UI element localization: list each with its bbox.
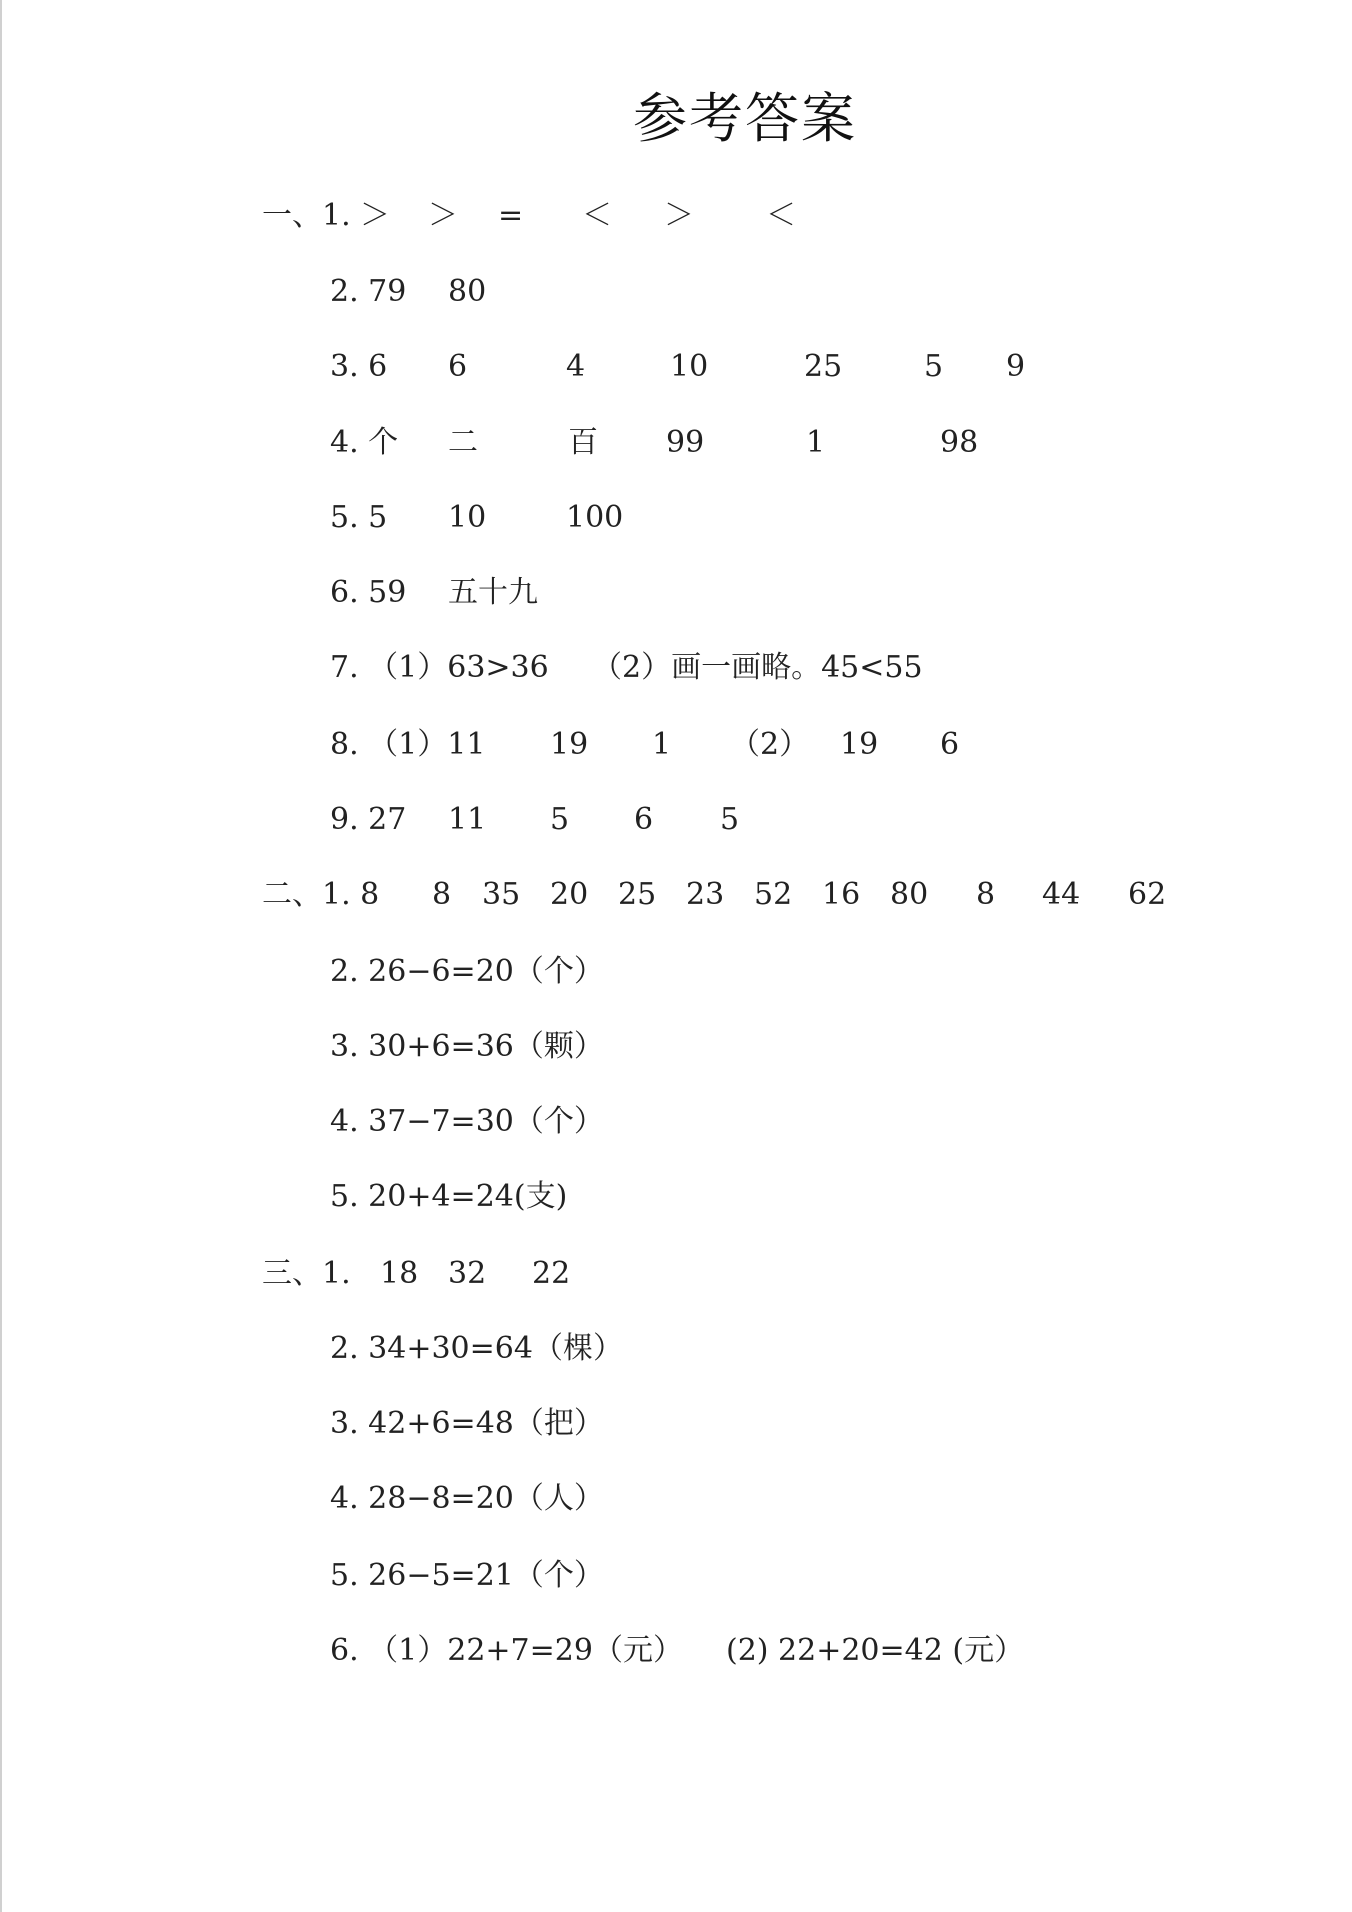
answer-line (0, 272, 1352, 312)
answer-line (0, 423, 1352, 463)
answer-text: 10 (670, 349, 709, 384)
answer-line (0, 1631, 1352, 1671)
answer-text: 5 (720, 802, 740, 837)
answer-text: 2. 26−6=20（个） (330, 954, 604, 989)
answer-text: 80 (890, 877, 929, 912)
answer-text: 2. 34+30=64（棵） (330, 1331, 623, 1366)
answer-text: (2) 22+20=42 (元） (726, 1633, 1025, 1668)
answer-text: 25 (618, 877, 657, 912)
answer-text: 1 (652, 727, 672, 762)
answer-text: 1 (806, 425, 826, 460)
answer-text: 6. （1）22+7=29（元） (330, 1633, 683, 1668)
answer-text: 3. 6 (330, 349, 388, 384)
answer-line (0, 952, 1352, 992)
answer-line (0, 800, 1352, 840)
answer-text: 百 (568, 425, 598, 460)
answer-text: 16 (822, 877, 861, 912)
answer-text: 11 (448, 802, 487, 837)
answer-text: 二 (448, 425, 478, 460)
answer-text: （2）画一画略。45<55 (592, 650, 923, 685)
answer-text: ＜ (582, 198, 612, 233)
answer-line (0, 1479, 1352, 1519)
answer-text: 三、1. (262, 1256, 351, 1291)
answer-line (0, 196, 1352, 236)
answer-text: 22 (532, 1256, 571, 1291)
answer-text: 5. 5 (330, 500, 388, 535)
answer-text: 100 (566, 500, 624, 535)
answer-text: 19 (550, 727, 589, 762)
answer-text: 4 (566, 349, 586, 384)
answer-text: 一、1. (262, 198, 351, 233)
answer-text: 10 (448, 500, 487, 535)
answer-line (0, 1556, 1352, 1596)
answer-text: = (498, 198, 524, 233)
answer-text: 9. 27 (330, 802, 407, 837)
answer-line (0, 1254, 1352, 1294)
answer-text: 5 (924, 349, 944, 384)
answer-text: 五十九 (448, 575, 538, 610)
answer-text: 99 (666, 425, 705, 460)
answer-text: ＞ (428, 198, 458, 233)
answer-text: 4. 37−7=30（个） (330, 1104, 604, 1139)
answer-text: 9 (1006, 349, 1026, 384)
answer-text: ＞ (360, 198, 390, 233)
answer-text: 98 (940, 425, 979, 460)
answer-text: 80 (448, 274, 487, 309)
answer-text: ＜ (766, 198, 796, 233)
answer-text: 44 (1042, 877, 1081, 912)
answer-line (0, 347, 1352, 387)
answer-text: 52 (754, 877, 793, 912)
answer-line (0, 725, 1352, 765)
answer-text: （2） (730, 727, 810, 762)
answer-text: 23 (686, 877, 725, 912)
answer-line (0, 498, 1352, 538)
answer-text: 2. 79 (330, 274, 407, 309)
answer-text: 62 (1128, 877, 1167, 912)
answer-text: 35 (482, 877, 521, 912)
answer-text: 5. 20+4=24(支) (330, 1179, 568, 1214)
answer-text: 18 (380, 1256, 419, 1291)
answer-text: 6. 59 (330, 575, 407, 610)
answer-text: 8 (432, 877, 452, 912)
page-title: 参考答案 (633, 87, 857, 150)
answer-text: 3. 42+6=48（把） (330, 1406, 604, 1441)
answer-text: 32 (448, 1256, 487, 1291)
answer-text: ＞ (664, 198, 694, 233)
answer-line (0, 1027, 1352, 1067)
answer-text: 8. （1）11 (330, 727, 486, 762)
answer-line (0, 1102, 1352, 1142)
answer-text: 5. 26−5=21（个） (330, 1558, 604, 1593)
answer-line (0, 875, 1352, 915)
answer-line (0, 1404, 1352, 1444)
answer-text: 20 (550, 877, 589, 912)
answer-text: 5 (550, 802, 570, 837)
answer-text: 4. 28−8=20（人） (330, 1481, 604, 1516)
answer-text: 6 (940, 727, 960, 762)
answer-line (0, 648, 1352, 688)
answer-text: 8 (976, 877, 996, 912)
answer-text: 7. （1）63>36 (330, 650, 549, 685)
answer-text: 4. 个 (330, 425, 399, 460)
answer-line (0, 573, 1352, 613)
answer-text: 3. 30+6=36（颗） (330, 1029, 604, 1064)
answer-line (0, 1329, 1352, 1369)
answer-text: 6 (448, 349, 468, 384)
answer-text: 25 (804, 349, 843, 384)
answer-text: 6 (634, 802, 654, 837)
answer-text: 19 (840, 727, 879, 762)
answer-line (0, 1177, 1352, 1217)
answer-text: 二、1. 8 (262, 877, 380, 912)
